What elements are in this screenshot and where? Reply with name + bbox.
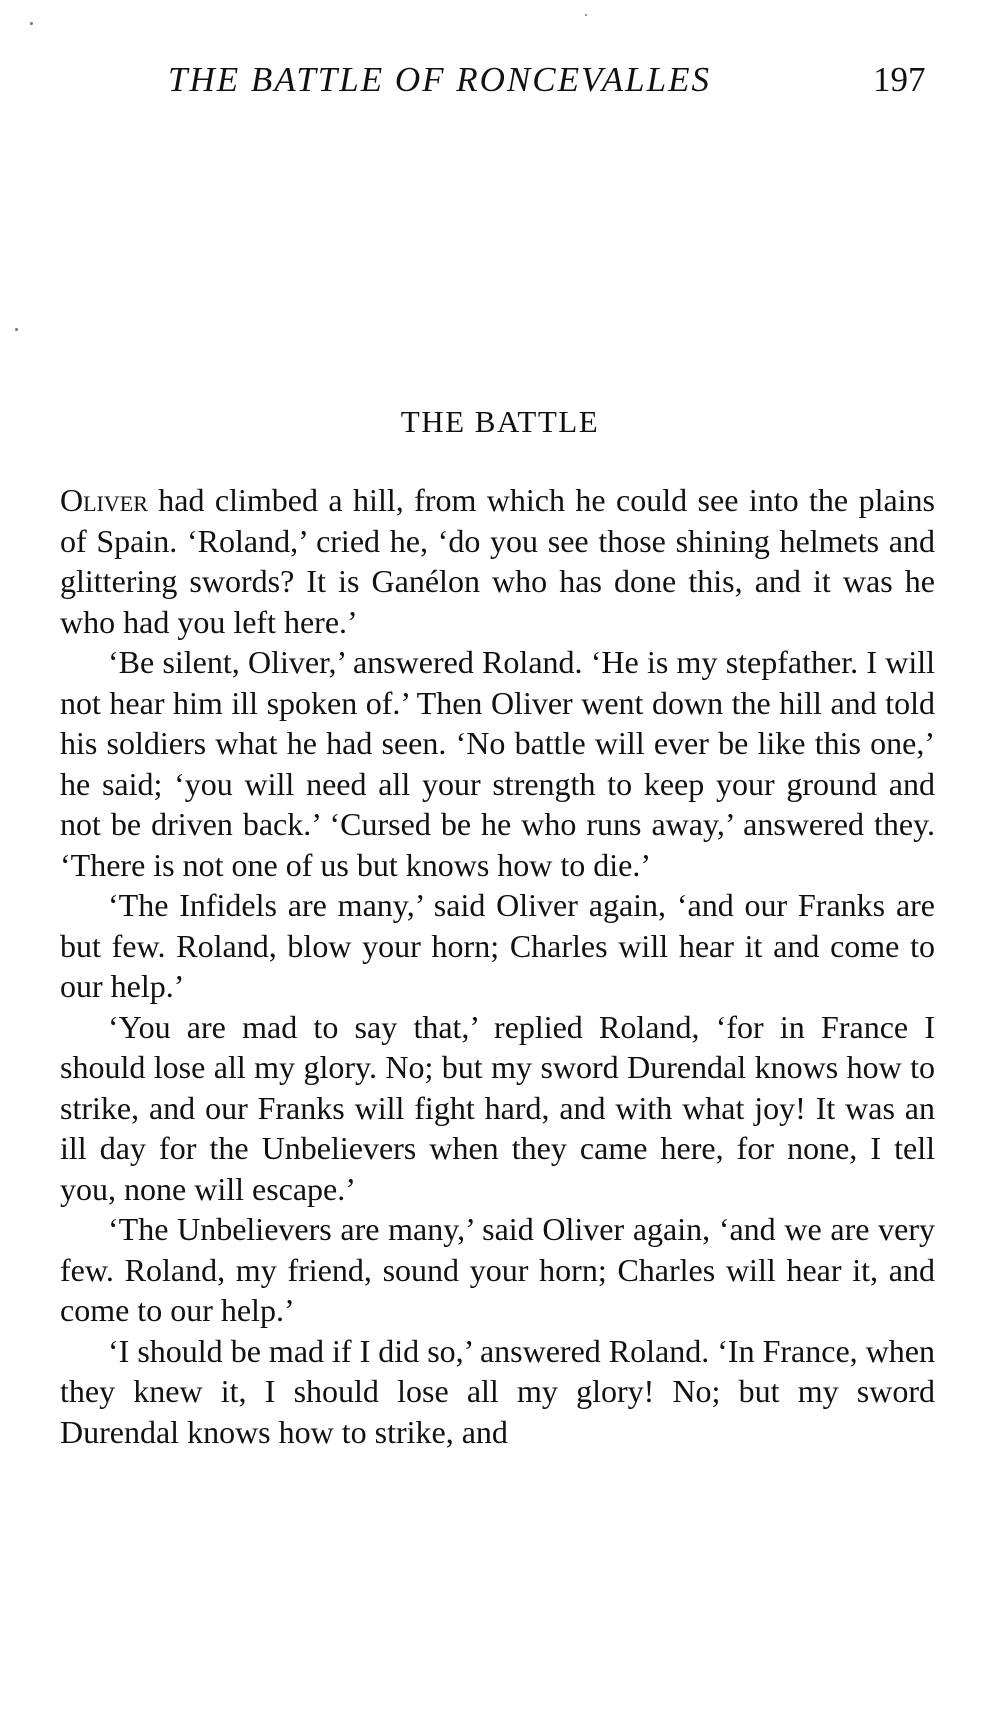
paragraph: ‘I should be mad if I did so,’ answered Roland. ‘In France, when they knew it, I should lose all my glory! No; but my sword Durendal knows how to strike, and (60, 1332, 935, 1450)
paragraph: ‘You are mad to say that,’ replied Roland, ‘for in France I should lose all my glory. No; but my sword Durendal knows how to strike, and our Franks will fight hard, and with what joy! It was an ill day for the Unbelievers when they came here, for none, I tell you, none will escape.’ (60, 1008, 935, 1207)
paragraph: ‘Be silent, Oliver,’ answered Roland. ‘He is my stepfather. I will not hear him ill spoken of.’ Then Oliver went down the hill and told his soldiers what he had seen. ‘No battle will ever be like this one,’ he said; ‘you will need all your strength to keep your ground and not be driven back.’ ‘Cursed be he who runs away,’ answered they. ‘There is not one of us but knows how to die.’ (60, 644, 935, 883)
paragraph: ‘The Unbelievers are many,’ said Oliver again, ‘and we are very few. Roland, my friend, sound your horn; Charles will hear it, and come to our help.’ (60, 1211, 935, 1328)
section-heading: THE BATTLE (400, 404, 600, 439)
print-speck (30, 22, 33, 25)
body-text (60, 480, 935, 1452)
print-speck (15, 328, 18, 331)
running-title: THE BATTLE OF RONCEVALLES (168, 60, 711, 99)
paragraph: ‘The Infidels are many,’ said Oliver again, ‘and our Franks are but few. Roland, blow your horn; Charles will hear it and come to our help.’ (60, 887, 935, 1004)
print-speck (585, 14, 587, 16)
page-number: 197 (873, 60, 926, 99)
lead-word: Oliver (60, 482, 148, 518)
paragraph-text: had climbed a hill, from which he could see into the plains of Spain. ‘Roland,’ cried he, ‘do you see those shining helmets and glittering swords? It is Ganélon who has done this, and it was he who had you left here.’ (60, 482, 935, 640)
running-header (0, 60, 940, 100)
paragraph (60, 480, 935, 642)
